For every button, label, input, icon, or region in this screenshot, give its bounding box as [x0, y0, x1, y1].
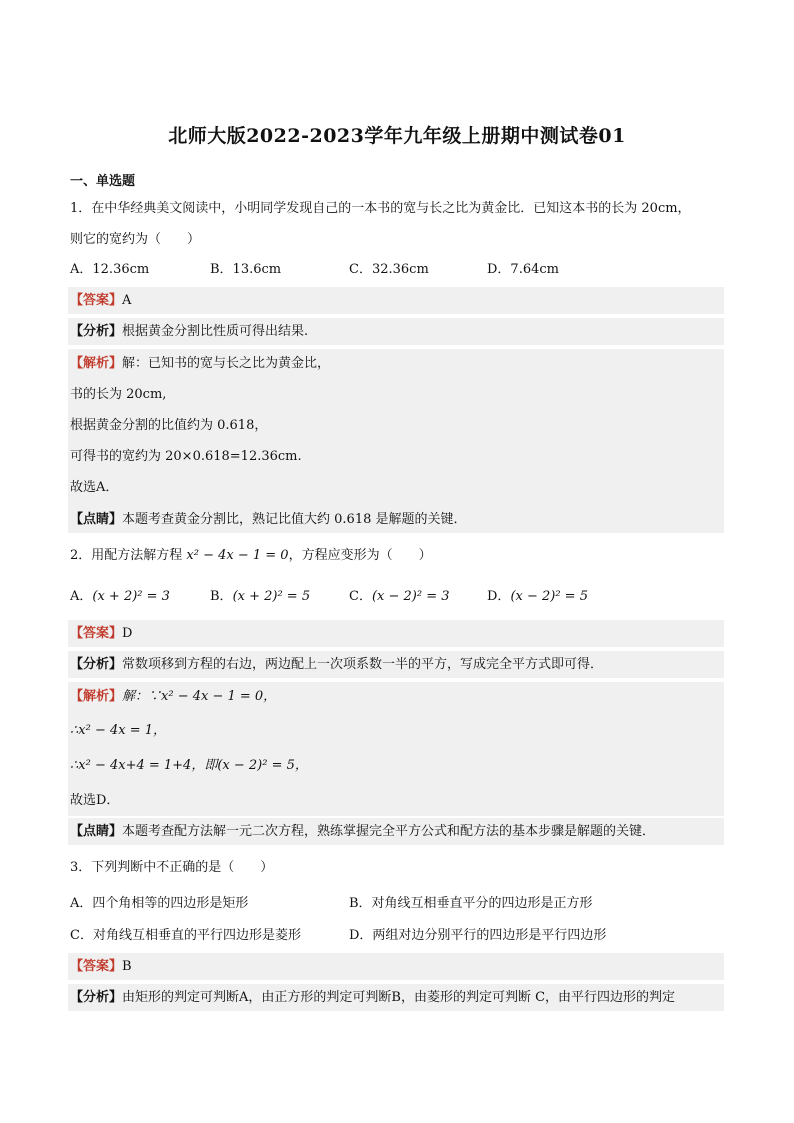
q1-analysis-text: 根据黄金分割比性质可得出结果. — [122, 324, 309, 339]
q1-option-d: D．7.64cm — [487, 262, 559, 277]
q2-solution-line-3: ∴x² − 4x+4 = 1+4，即(x − 2)² = 5， — [70, 758, 308, 773]
q2-answer: 【答案】D — [70, 626, 133, 641]
q1-solution-line-1: 【解析】解：已知书的宽与长之比为黄金比， — [70, 356, 331, 371]
q3-option-d: D．两组对边分别平行的四边形是平行四边形 — [349, 928, 607, 943]
comment-label: 【点睛】 — [70, 512, 123, 527]
q1-answer-band — [68, 287, 724, 314]
q2-stem: 2．用配方法解方程 x² − 4x − 1 = 0，方程应变形为（ ） — [70, 548, 432, 563]
q3-option-b: B．对角线互相垂直平分的四边形是正方形 — [349, 896, 593, 911]
q1-option-a: A．12.36cm — [70, 262, 150, 277]
q2-solution-line-2: ∴x² − 4x = 1， — [70, 723, 167, 738]
q1-option-b: B．13.6cm — [210, 262, 282, 277]
q2-answer-band — [68, 620, 724, 647]
q1-stem-line-2: 则它的宽约为（ ） — [70, 232, 201, 247]
q2-option-d: D．(x − 2)² = 5 — [487, 589, 588, 604]
q2-solution-line-4: 故选D． — [70, 793, 120, 808]
q2-equation: x² − 4x − 1 = 0 — [186, 548, 289, 563]
q1-analysis — [70, 322, 308, 342]
q2-option-b: B．(x + 2)² = 5 — [210, 589, 311, 604]
q3-answer-value: B — [122, 959, 132, 974]
q1-comment: 【点睛】本题考查黄金分割比，熟记比值大约 0.618 是解题的关键． — [70, 512, 467, 527]
q1-answer — [70, 291, 131, 311]
q3-analysis: 【分析】由矩形的判定可判断A，由正方形的判定可判断B，由菱形的判定可判断 C，由平行四边形的判定 — [70, 990, 676, 1005]
q2-answer-value: D — [122, 626, 133, 641]
q2-analysis: 【分析】常数项移到方程的右边，两边配上一次项系数一半的平方，写成完全平方式即可得． — [70, 657, 604, 672]
page-title: 北师大版2022-2023学年九年级上册期中测试卷01 — [168, 125, 626, 147]
solution-label: 【解析】 — [70, 356, 123, 371]
q2-option-a: A．(x + 2)² = 3 — [70, 589, 170, 604]
q1-solution-line-3: 根据黄金分割的比值约为 0.618， — [70, 418, 268, 433]
q2-comment: 【点睛】本题考查配方法解一元二次方程，熟练掌握完全平方公式和配方法的基本步骤是解题的关键． — [70, 824, 656, 839]
analysis-label: 【分析】 — [70, 324, 123, 339]
q3-stem: 3．下列判断中不正确的是（ ） — [70, 860, 274, 875]
q3-option-c: C．对角线互相垂直的平行四边形是菱形 — [70, 928, 301, 943]
q2-option-c: C．(x − 2)² = 3 — [349, 589, 450, 604]
q3-answer-band — [68, 953, 724, 980]
answer-label: 【答案】 — [70, 293, 123, 308]
section-heading: 一、单选题 — [70, 174, 136, 189]
q1-solution-line-2: 书的长为 20cm, — [70, 387, 167, 402]
q1-solution-line-5: 故选A． — [70, 480, 119, 495]
q3-answer: 【答案】B — [70, 959, 132, 974]
q1-answer-value: A — [122, 293, 132, 308]
q1-stem-line-1: 1．在中华经典美文阅读中，小明同学发现自己的一本书的宽与长之比为黄金比．已知这本书的长为 20cm， — [70, 201, 691, 216]
q1-solution-line-4: 可得书的宽约为 20×0.618=12.36cm. — [70, 449, 302, 464]
q3-option-a: A．四个角相等的四边形是矩形 — [70, 896, 249, 911]
q2-solution-line-1: 【解析】解：∵x² − 4x − 1 = 0， — [70, 689, 277, 704]
q1-option-c: C．32.36cm — [349, 262, 429, 277]
